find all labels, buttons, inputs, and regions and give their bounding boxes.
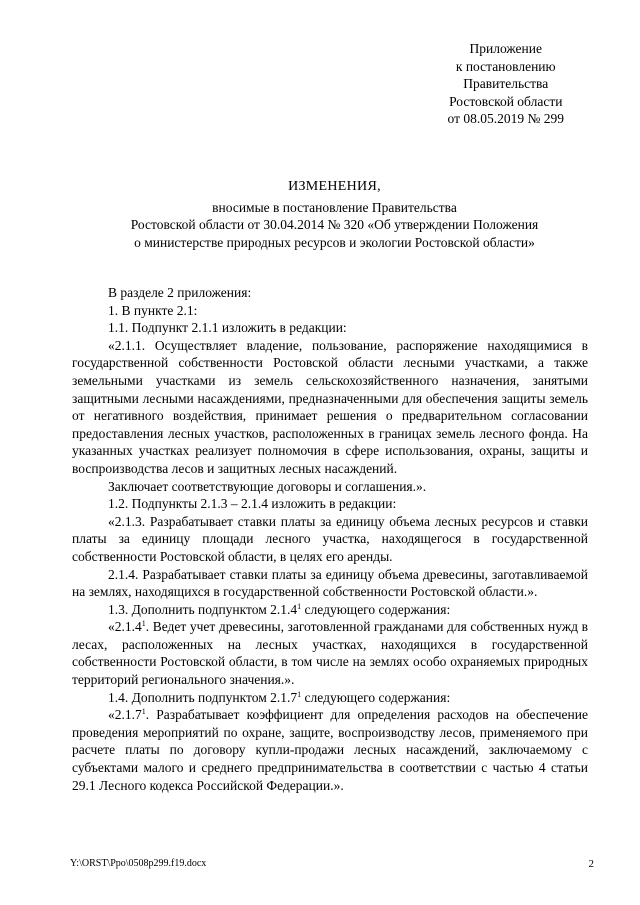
paragraph: В разделе 2 приложения: bbox=[108, 285, 252, 300]
paragraph-text: следующего содержания: bbox=[301, 601, 451, 617]
paragraph-text: . Ведет учет древесины, заготовленной гражданами для собственных нужд в лесах, расположенных на лесных участках, находящихся в государственной собственности Ростовской области, в том числе на землях особо охраняемых природных территорий регионального значения.». bbox=[72, 619, 588, 688]
appendix-header bbox=[448, 40, 564, 128]
title-line: Ростовской области от 30.04.2014 № 320 «Об утверждении Положения bbox=[130, 217, 539, 232]
paragraph-text: «2.1.4 bbox=[108, 619, 142, 635]
superscript: 1 bbox=[141, 619, 146, 629]
appendix-line: к постановлению bbox=[455, 58, 556, 74]
paragraph-text: следующего содержания: bbox=[301, 689, 451, 705]
paragraph-text: 1.4. Дополнить подпунктом 2.1.7 bbox=[108, 689, 298, 705]
appendix-line: Правительства bbox=[463, 76, 549, 91]
paragraph-text: . Разрабатывает коэффициент для определения расходов на обеспечение проведения мероприятий по охране, защите, воспроизводству лесов, применяемого при расчете платы по договору купли-продажи лесных насаждений, заключаемому с субъектами малого и среднего предпринимательства в соответствии с частью 4 статьи 29.1 Лесного кодекса Российской Федерации.». bbox=[72, 707, 588, 793]
title-line: вносимые в постановление Правительства bbox=[212, 199, 457, 215]
file-path: Y:\ORST\Ppo\0508p299.f19.docx bbox=[70, 858, 207, 869]
paragraph bbox=[72, 706, 588, 794]
document-body bbox=[72, 284, 588, 794]
title-line: о министерстве природных ресурсов и экологии Ростовской области» bbox=[134, 234, 535, 250]
title-main: ИЗМЕНЕНИЯ, bbox=[288, 179, 381, 194]
paragraph: 1.1. Подпункт 2.1.1 изложить в редакции: bbox=[108, 320, 347, 336]
appendix-line: Ростовской области bbox=[449, 93, 563, 109]
superscript: 1 bbox=[297, 689, 302, 699]
paragraph-text: «2.1.7 bbox=[108, 707, 142, 723]
paragraph-text: 1.3. Дополнить подпунктом 2.1.4 bbox=[108, 601, 298, 617]
paragraph bbox=[72, 618, 588, 688]
paragraph: «2.1.1. Осуществляет владение, пользование, распоряжение находящимися в государственной собственности Ростовской области лесными участками, а также земельными участками из земель сельскохозяйственного назначения, занятыми защитными лесными насаждениями, предназначенными для обеспечения защиты земель от негативного воздействия, принимает решения о предварительном согласовании предоставления лесных участков, расположенных в границах земель лесного фонда. На указанных участках реализует полномочия в сфере использования, охраны, защиты и воспроизводства лесов и защитных лесных насаждений. bbox=[72, 337, 588, 476]
paragraph bbox=[72, 601, 588, 619]
paragraph: Заключает соответствующие договоры и соглашения.». bbox=[108, 478, 427, 494]
appendix-line: от 08.05.2019 № 299 bbox=[447, 111, 564, 126]
paragraph: 1. В пункте 2.1: bbox=[108, 302, 198, 318]
appendix-line: Приложение bbox=[469, 41, 542, 56]
document-title bbox=[80, 178, 589, 251]
superscript: 1 bbox=[141, 707, 146, 717]
page-number: 2 bbox=[588, 858, 594, 870]
paragraph bbox=[72, 689, 588, 707]
paragraph: 2.1.4. Разрабатывает ставки платы за единицу объема древесины, заготавливаемой на землях, находящихся в государственной собственности Ростовской области.». bbox=[72, 566, 588, 600]
paragraph: 1.2. Подпункты 2.1.3 – 2.1.4 изложить в редакции: bbox=[108, 496, 397, 512]
paragraph: «2.1.3. Разрабатывает ставки платы за единицу объема лесных ресурсов и ставки платы за единицу площади лесного участка, находящегося в государственной собственности Ростовской области, в целях его аренды. bbox=[72, 513, 588, 564]
superscript: 1 bbox=[297, 601, 302, 611]
